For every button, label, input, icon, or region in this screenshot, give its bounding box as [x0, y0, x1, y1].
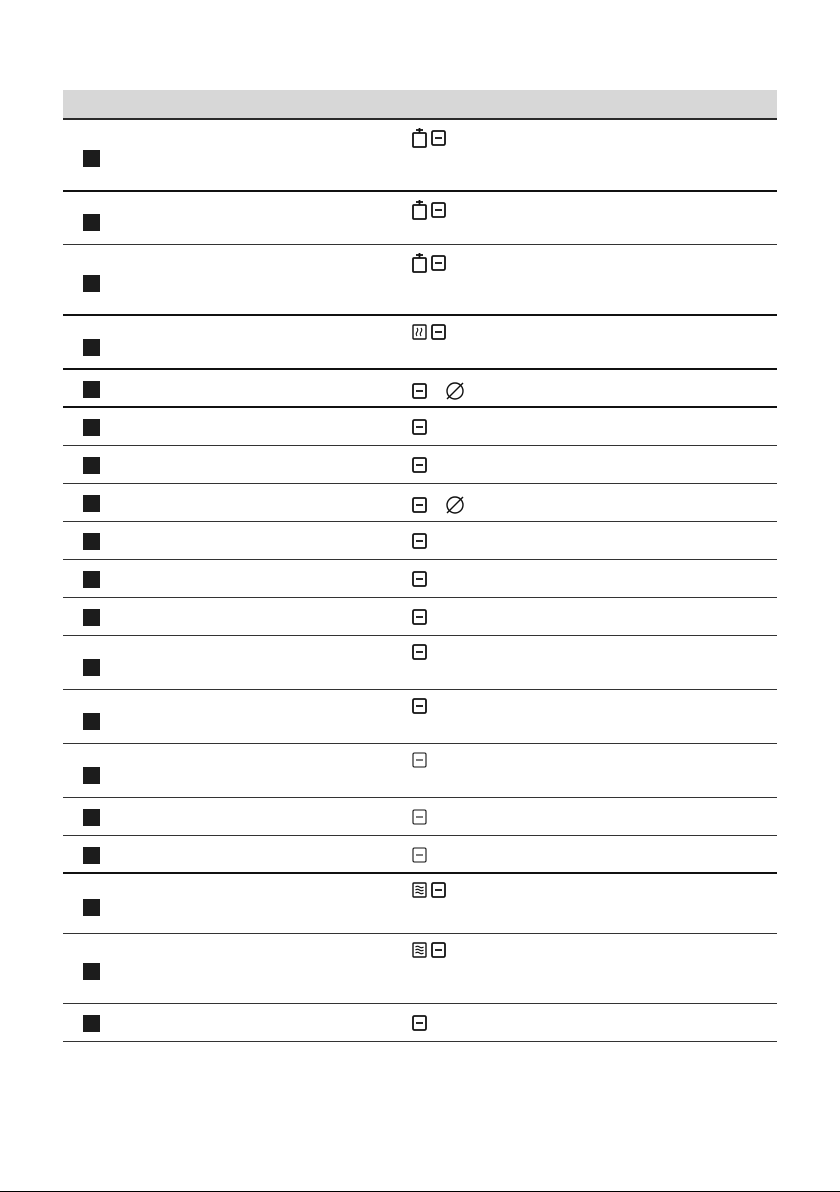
- function-symbols: [412, 495, 465, 515]
- table-row: [63, 316, 777, 370]
- table-header: [63, 90, 777, 120]
- function-symbols: [412, 809, 427, 825]
- function-table: [63, 90, 777, 1042]
- table-row: [63, 446, 777, 484]
- table-row: [63, 522, 777, 560]
- table-row: [63, 690, 777, 744]
- row-marker: [83, 659, 100, 676]
- table-row: [63, 636, 777, 690]
- oven-icon: [412, 1015, 427, 1031]
- function-symbols: [412, 128, 446, 148]
- table-row: [63, 836, 777, 874]
- row-marker: [83, 495, 100, 512]
- row-marker: [83, 457, 100, 474]
- function-symbols: [412, 324, 446, 340]
- row-marker: [83, 713, 100, 730]
- function-symbols: [412, 533, 427, 549]
- table-row: [63, 370, 777, 408]
- function-symbols: [412, 942, 446, 958]
- function-symbols: [412, 698, 427, 714]
- row-marker: [83, 609, 100, 626]
- oven-light-icon: [412, 752, 427, 768]
- oven-icon: [431, 130, 446, 146]
- row-marker: [83, 767, 100, 784]
- row-marker: [83, 809, 100, 826]
- empty-symbol-icon: [445, 381, 465, 401]
- oven-icon: [412, 698, 427, 714]
- oven-icon: [412, 609, 427, 625]
- table-row: [63, 798, 777, 836]
- table-row: [63, 120, 777, 192]
- function-symbols: [412, 381, 465, 401]
- row-marker: [83, 381, 100, 398]
- oven-icon: [412, 419, 427, 435]
- oven-icon: [412, 533, 427, 549]
- function-symbols: [412, 457, 427, 473]
- steam-icon: [412, 942, 427, 958]
- oven-icon: [431, 942, 446, 958]
- function-symbols: [412, 752, 427, 768]
- empty-symbol-icon: [445, 495, 465, 515]
- table-row: [63, 744, 777, 798]
- table-row: [63, 874, 777, 934]
- function-symbols: [412, 1015, 427, 1031]
- oven-icon: [431, 882, 446, 898]
- row-marker: [83, 275, 100, 292]
- grill-icon: [412, 324, 427, 340]
- row-marker: [83, 419, 100, 436]
- oven-icon: [412, 571, 427, 587]
- table-row: [63, 1004, 777, 1042]
- oven-icon: [412, 497, 427, 513]
- shelf-icon: [412, 128, 427, 148]
- table-row: [63, 408, 777, 446]
- table-row: [63, 560, 777, 598]
- oven-icon: [412, 644, 427, 660]
- function-symbols: [412, 882, 446, 898]
- table-row: [63, 245, 777, 316]
- function-symbols: [412, 571, 427, 587]
- function-symbols: [412, 200, 446, 220]
- steam-icon: [412, 882, 427, 898]
- table-row: [63, 484, 777, 522]
- table-row: [63, 598, 777, 636]
- oven-icon: [431, 255, 446, 271]
- row-marker: [83, 339, 100, 356]
- oven-light-icon: [412, 809, 427, 825]
- function-symbols: [412, 609, 427, 625]
- table-row: [63, 192, 777, 245]
- shelf-icon: [412, 253, 427, 273]
- row-marker: [83, 533, 100, 550]
- row-marker: [83, 1015, 100, 1032]
- row-marker: [83, 899, 100, 916]
- oven-icon: [412, 457, 427, 473]
- table-row: [63, 934, 777, 1004]
- row-marker: [83, 150, 100, 167]
- oven-icon: [431, 202, 446, 218]
- oven-icon: [431, 324, 446, 340]
- function-symbols: [412, 253, 446, 273]
- function-symbols: [412, 419, 427, 435]
- function-symbols: [412, 847, 427, 863]
- oven-light-icon: [412, 847, 427, 863]
- row-marker: [83, 963, 100, 980]
- row-marker: [83, 214, 100, 231]
- oven-icon: [412, 383, 427, 399]
- function-symbols: [412, 644, 427, 660]
- shelf-icon: [412, 200, 427, 220]
- row-marker: [83, 571, 100, 588]
- row-marker: [83, 847, 100, 864]
- table-body: [63, 120, 777, 1042]
